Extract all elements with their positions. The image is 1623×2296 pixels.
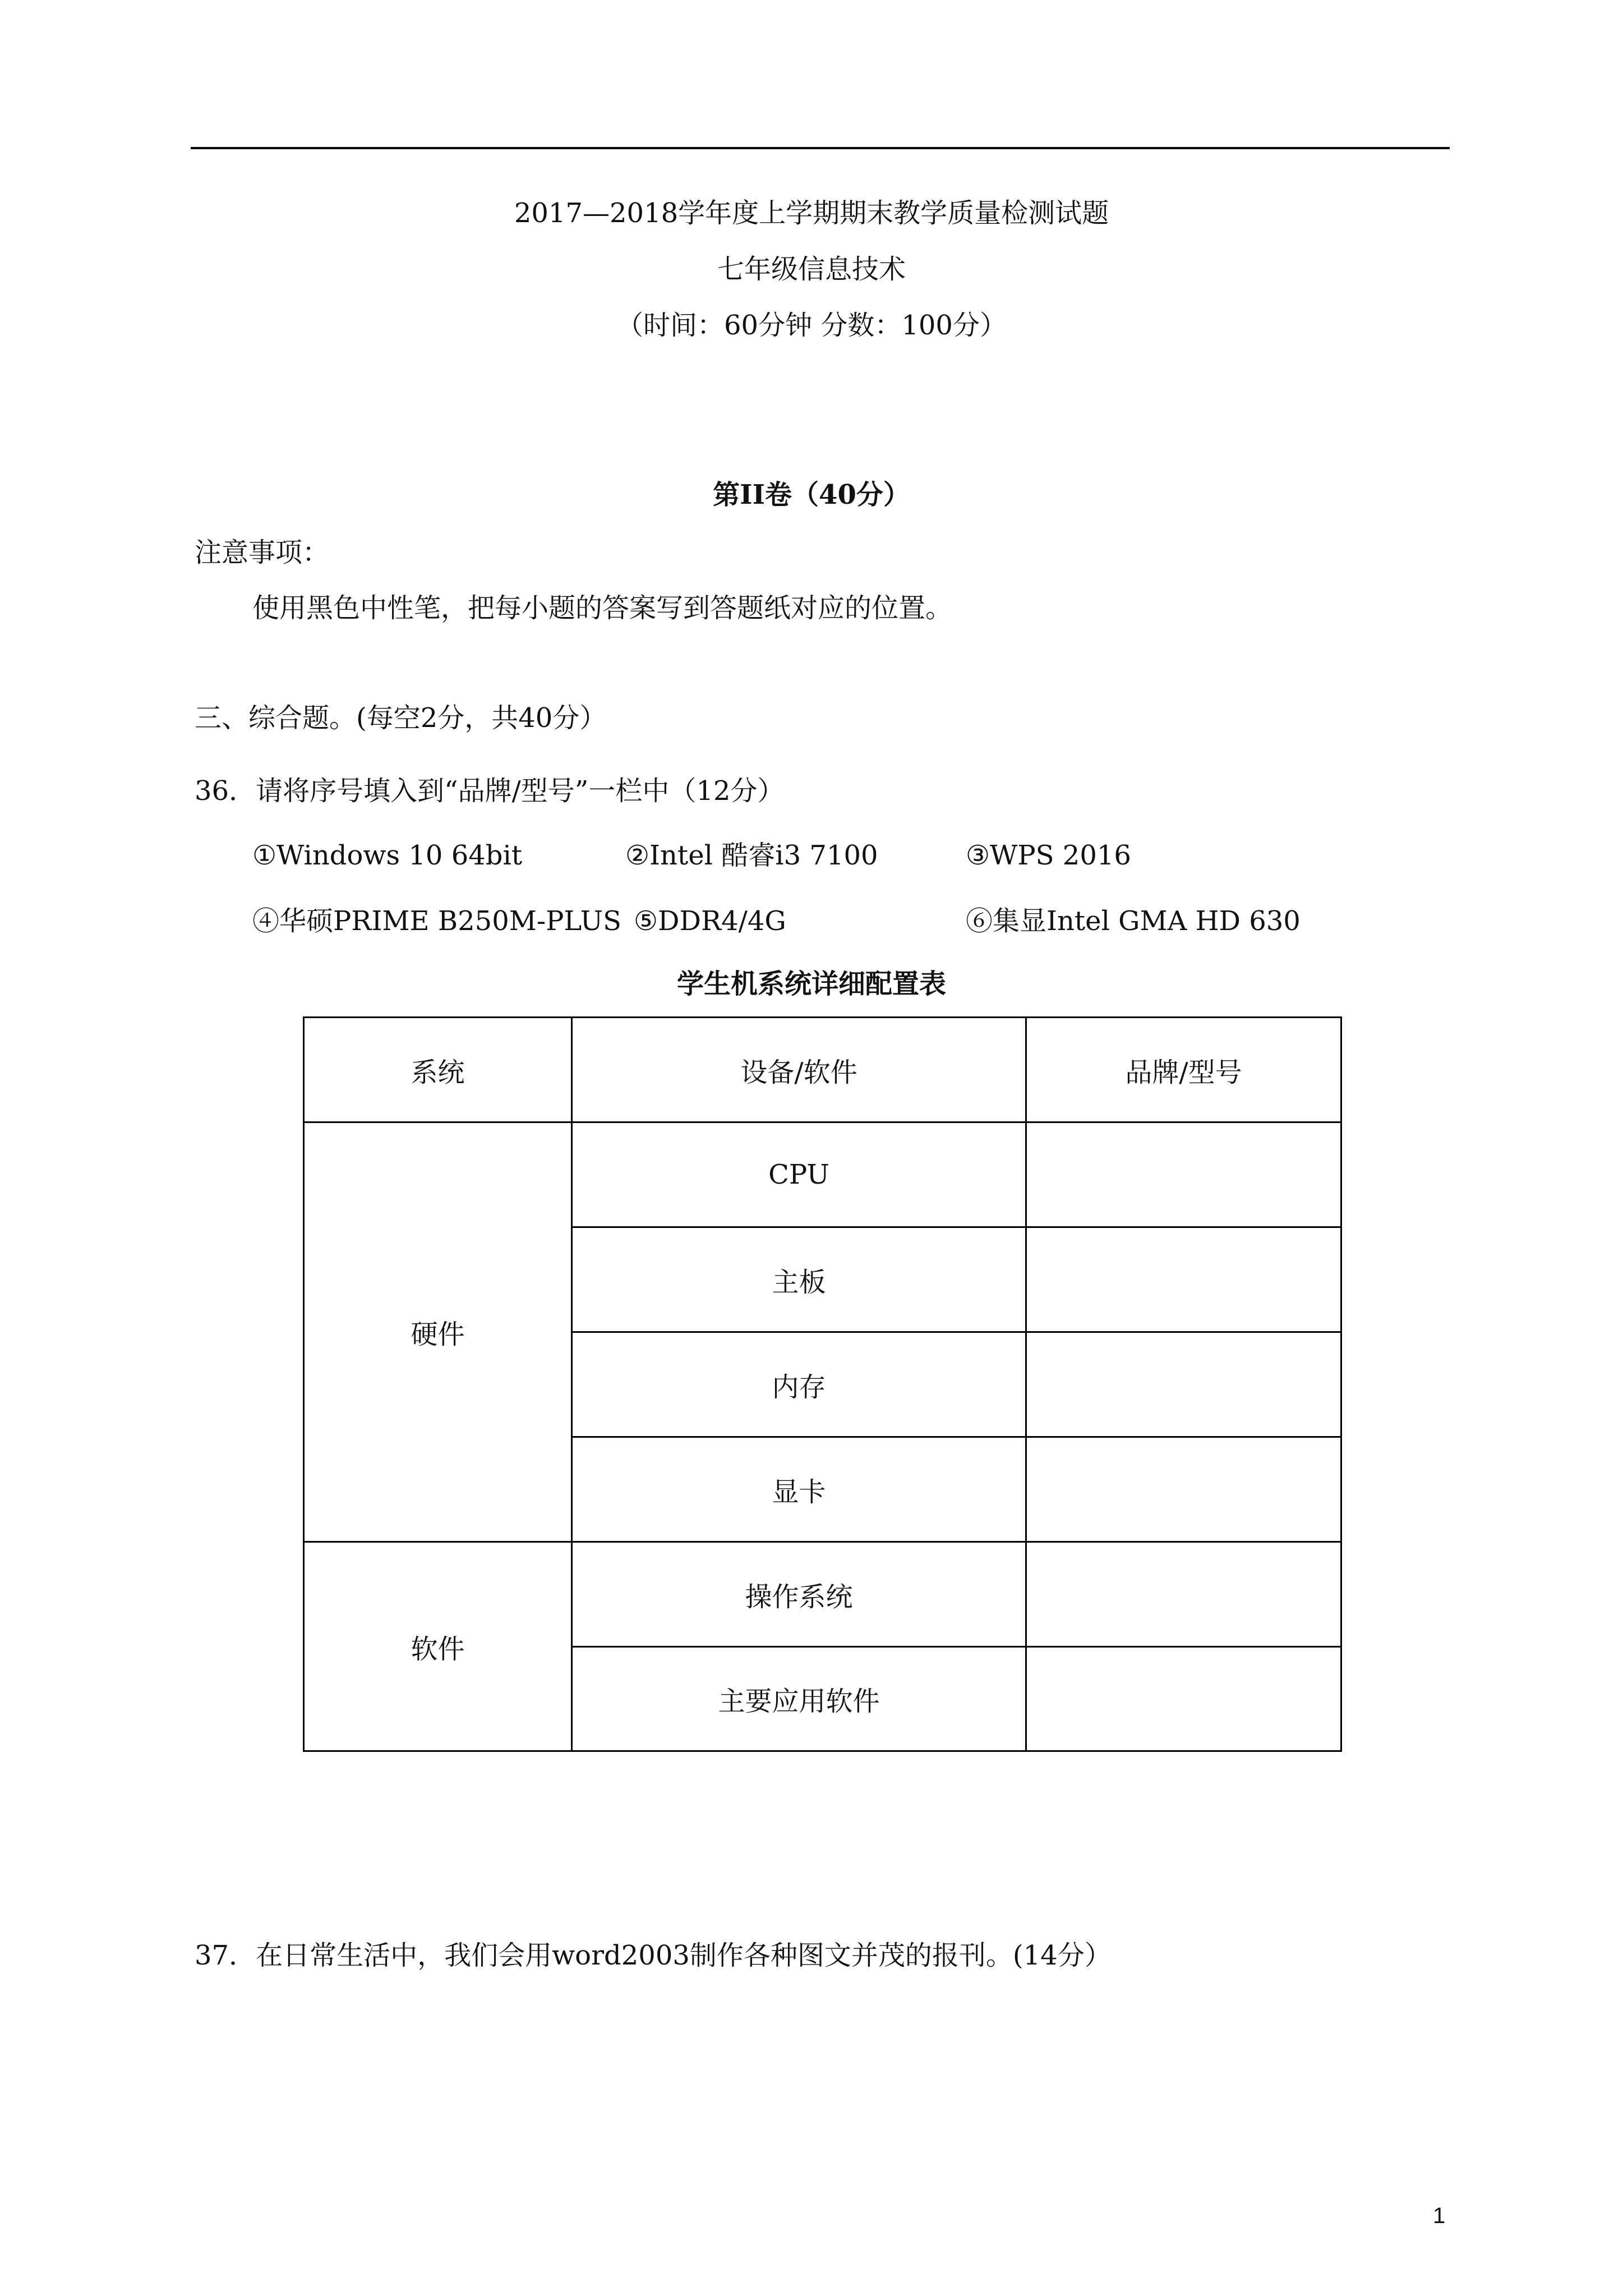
- group-cell-hardware: 硬件: [304, 1122, 572, 1542]
- table-header-cell: 设备/软件: [572, 1018, 1026, 1122]
- table-header-cell: 系统: [304, 1018, 572, 1122]
- exam-title: 2017—2018学年度上学期期末教学质量检测试题: [514, 197, 1109, 229]
- exam-subject: 七年级信息技术: [717, 254, 906, 285]
- table-header-cell: 品牌/型号: [1026, 1018, 1341, 1122]
- answer-cell[interactable]: [1026, 1542, 1341, 1647]
- item-cell: 操作系统: [572, 1542, 1026, 1647]
- q36-option: ③WPS 2016: [966, 840, 1131, 871]
- q36-option: ⑤DDR4/4G: [634, 905, 786, 937]
- item-cell: 显卡: [572, 1437, 1026, 1542]
- q36-option: ④华硕PRIME B250M-PLUS: [252, 905, 621, 937]
- notice-label: 注意事项：: [195, 537, 330, 568]
- part3-title: 三、综合题。(每空2分，共40分）: [195, 702, 607, 734]
- table-header-row: [304, 1018, 1341, 1122]
- answer-cell[interactable]: [1026, 1122, 1341, 1227]
- table-caption: 学生机系统详细配置表: [676, 968, 946, 1000]
- q36-option: ⑥集显Intel GMA HD 630: [966, 905, 1301, 937]
- q36-prompt: 36．请将序号填入到“品牌/型号”一栏中（12分）: [195, 775, 785, 807]
- answer-cell[interactable]: [1026, 1647, 1341, 1751]
- answer-cell[interactable]: [1026, 1227, 1341, 1332]
- answer-cell[interactable]: [1026, 1332, 1341, 1437]
- table-row: [304, 1542, 1341, 1647]
- q36-option: ①Windows 10 64bit: [252, 840, 523, 871]
- page-number: 1: [1433, 2203, 1446, 2228]
- item-cell: 内存: [572, 1332, 1026, 1437]
- notice-text: 使用黑色中性笔，把每小题的答案写到答题纸对应的位置。: [252, 592, 953, 624]
- item-cell: 主要应用软件: [572, 1647, 1026, 1751]
- answer-cell[interactable]: [1026, 1437, 1341, 1542]
- section-title: 第II卷（40分）: [713, 479, 910, 510]
- exam-time-score: （时间：60分钟 分数：100分）: [616, 310, 1007, 341]
- item-cell: CPU: [572, 1122, 1026, 1227]
- table-row: [304, 1122, 1341, 1227]
- item-cell: 主板: [572, 1227, 1026, 1332]
- header-rule: [191, 147, 1450, 149]
- group-cell-software: 软件: [304, 1542, 572, 1751]
- config-table: [303, 1016, 1342, 1752]
- q36-option: ②Intel 酷睿i3 7100: [625, 840, 878, 871]
- q37-prompt: 37．在日常生活中，我们会用word2003制作各种图文并茂的报刊。(14分）: [195, 1940, 1112, 1971]
